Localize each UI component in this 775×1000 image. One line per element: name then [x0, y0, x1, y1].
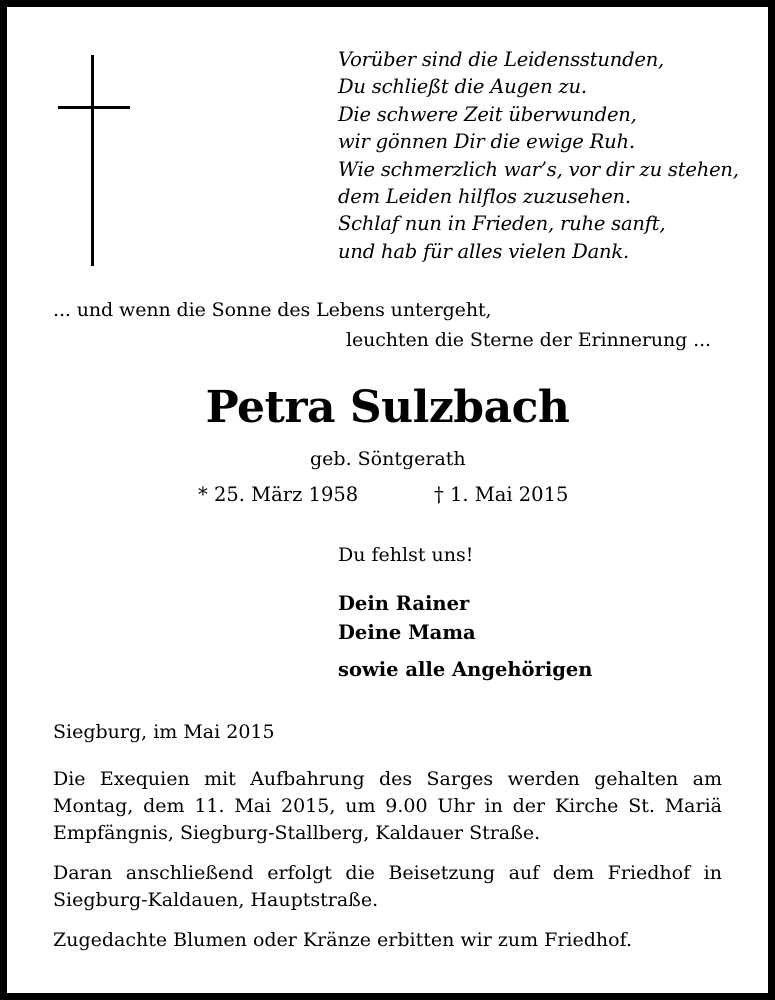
poem — [338, 46, 758, 265]
paragraph-burial: Daran anschließend erfolgt die Beisetzung auf dem Friedhof in Siegburg-Kaldauen, Hauptstraße. — [53, 862, 722, 911]
cross-horizontal-bar — [58, 106, 130, 109]
mourner: sowie alle Angehörigen — [338, 658, 593, 681]
poem-line: Schlaf nun in Frieden, ruhe sanft, — [338, 212, 666, 236]
paragraph-flowers: Zugedachte Blumen oder Kränze erbitten wir zum Friedhof. — [53, 929, 632, 951]
poem-line: wir gönnen Dir die ewige Ruh. — [338, 130, 635, 154]
birth-date: * 25. März 1958 — [198, 483, 359, 506]
message: Du fehlst uns! — [338, 544, 474, 566]
poem-line: Vorüber sind die Leidensstunden, — [338, 48, 665, 71]
poem-line: Wie schmerzlich war’s, vor dir zu stehen, — [338, 157, 739, 181]
quote-line-2: leuchten die Sterne der Erinnerung ... — [346, 329, 711, 351]
poem-line: Du schließt die Augen zu. — [338, 75, 587, 99]
place-date: Siegburg, im Mai 2015 — [53, 721, 275, 743]
mourner: Dein Rainer — [338, 592, 470, 615]
death-date: † 1. Mai 2015 — [434, 483, 569, 506]
cross-icon — [58, 55, 130, 266]
poem-line: Die schwere Zeit überwunden, — [338, 102, 637, 126]
mourner: Deine Mama — [338, 621, 476, 644]
maiden-name: geb. Söntgerath — [310, 448, 466, 470]
paragraph-service: Die Exequien mit Aufbahrung des Sarges werden gehalten am Montag, dem 11. Mai 2015, um 9.00 Uhr in der Kirche St. Mariä Empfängnis, Siegburg-Stallberg, Kaldauer Straße. — [53, 768, 722, 844]
quote-line-1: ... und wenn die Sonne des Lebens untergeht, — [53, 299, 492, 321]
poem-line: und hab für alles vielen Dank. — [338, 239, 629, 263]
deceased-name: Petra Sulzbach — [205, 382, 570, 433]
cross-vertical-bar — [91, 55, 94, 266]
poem-line: dem Leiden hilflos zuzusehen. — [338, 185, 631, 209]
